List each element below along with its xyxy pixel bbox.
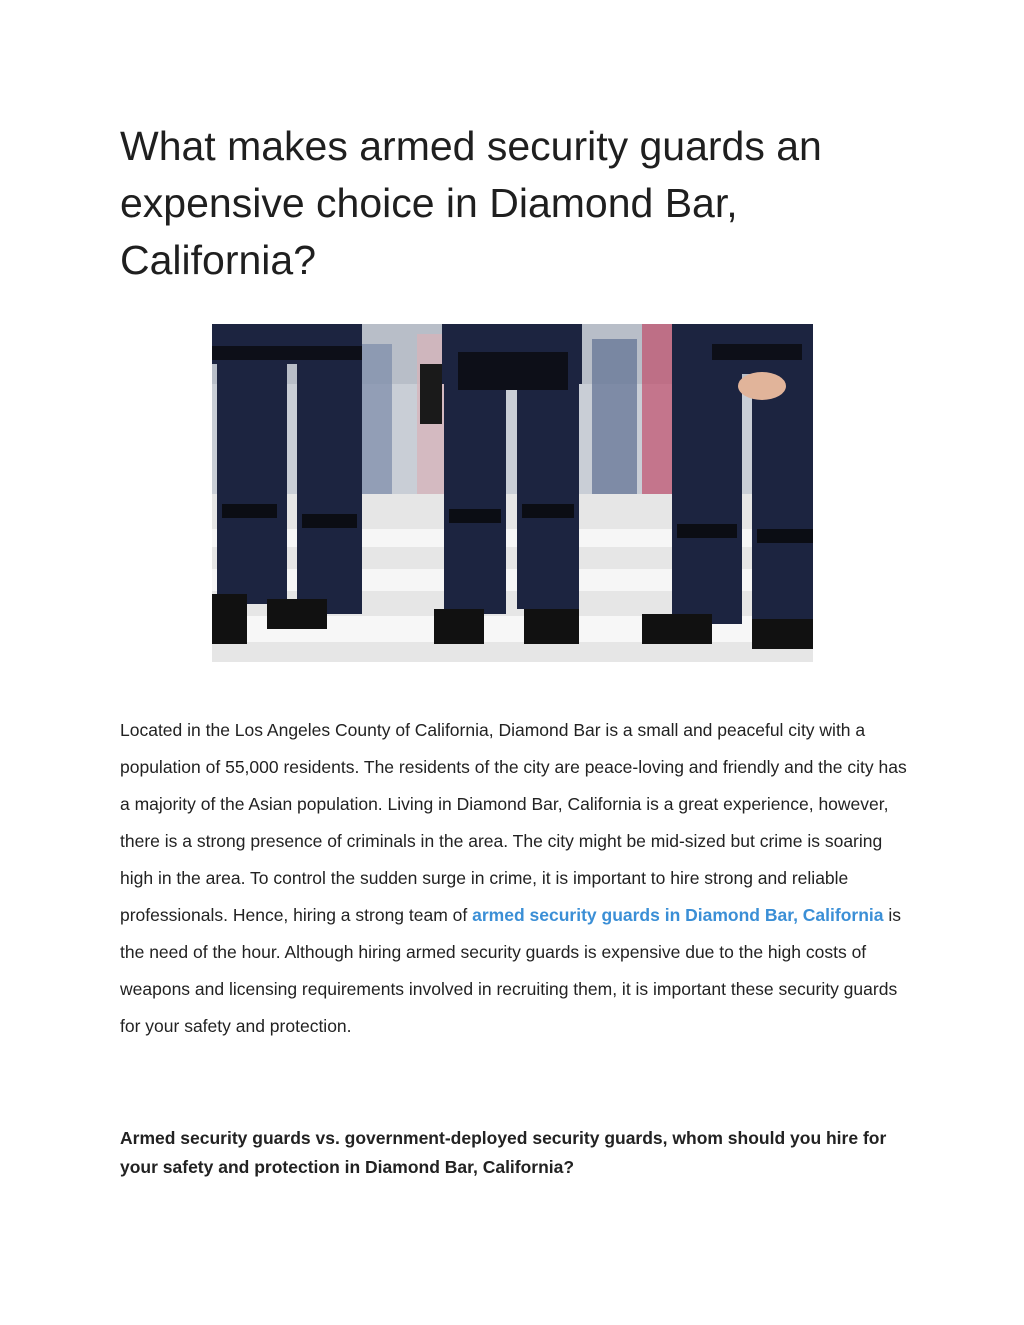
hero-image	[212, 324, 813, 662]
intro-paragraph	[120, 712, 910, 1045]
intro-text-after-link: is the need of the hour. Although hiring armed security guards is expensive due to the high costs of weapons and licensing requirements involved in recruiting them, it is important these security guards for your safety and protection.	[120, 905, 902, 1036]
security-guards-photo	[212, 324, 813, 662]
armed-security-guards-link[interactable]: armed security guards in Diamond Bar, California	[472, 905, 884, 925]
intro-text-before-link: Located in the Los Angeles County of California, Diamond Bar is a small and peaceful city with a population of 55,000 residents. The residents of the city are peace-loving and friendly and the city has a majority of the Asian population. Living in Diamond Bar, California is a great experience, however, there is a strong presence of criminals in the area. The city might be mid-sized but crime is soaring high in the area. To control the sudden surge in crime, it is important to hire strong and reliable professionals. Hence, hiring a strong team of	[120, 720, 907, 925]
section-subheading: Armed security guards vs. government-deployed security guards, whom should you hire for your safety and protection in Diamond Bar, California?	[120, 1128, 887, 1177]
page-title: What makes armed security guards an expensive choice in Diamond Bar, California?	[120, 123, 822, 283]
